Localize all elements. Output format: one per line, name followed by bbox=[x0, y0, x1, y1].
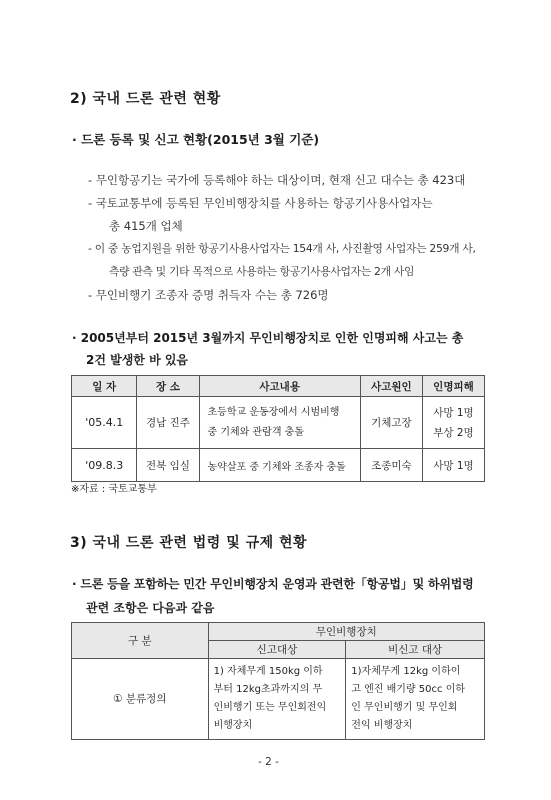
header-uav: 무인비행장치 bbox=[208, 623, 484, 641]
section3-subheading-cont: 관련 조항은 다음과 같음 bbox=[86, 601, 215, 615]
header-date: 일 자 bbox=[72, 376, 137, 397]
cell-damage-line: 부상 2명 bbox=[433, 426, 474, 439]
cell-line: 전익 비행장치 bbox=[351, 719, 413, 731]
header-report-required: 신고대상 bbox=[208, 641, 346, 659]
cell-damage-line: 사망 1명 bbox=[433, 406, 474, 419]
cell-damage bbox=[422, 397, 484, 449]
cell-line: 인비행기 또는 무인회전익 bbox=[213, 701, 327, 713]
page-number: - 2 - bbox=[258, 756, 279, 768]
header-cause: 사고원인 bbox=[360, 376, 422, 397]
bullet-registration-count: - 무인항공기는 국가에 등록해야 하는 대상이며, 현재 신고 대수는 총 423대 bbox=[88, 173, 466, 187]
cell-line: 비행장치 bbox=[213, 719, 253, 731]
table-row bbox=[72, 397, 485, 449]
section3-title: 3) 국내 드론 관련 법령 및 규제 현황 bbox=[70, 535, 308, 551]
section2-subheading-accidents-cont: 2건 발생한 바 있음 bbox=[86, 353, 189, 367]
cell-line: 고 엔진 배기량 50cc 이하 bbox=[351, 683, 466, 695]
header-report-exempt: 비신고 대상 bbox=[346, 641, 485, 659]
bullet-operator-breakdown: - 이 중 농업지원을 위한 항공기사용사업자는 154개 사, 사진촬영 사업자는 259개 사, bbox=[88, 242, 476, 255]
accident-table-header bbox=[72, 376, 485, 397]
table-row bbox=[72, 449, 485, 482]
cell-date: '09.8.3 bbox=[72, 449, 137, 482]
cell-cause: 기체고장 bbox=[360, 397, 422, 449]
table-row bbox=[72, 659, 485, 740]
cell-report-required bbox=[208, 659, 346, 740]
cell-line: 1)자체무게 12kg 이하이 bbox=[351, 665, 461, 677]
regulation-table-header bbox=[72, 623, 485, 641]
cell-report-exempt bbox=[346, 659, 485, 740]
header-place: 장 소 bbox=[137, 376, 199, 397]
source-note: ※자료 : 국토교통부 bbox=[71, 484, 157, 495]
cell-line: 1) 자체무게 150kg 이하 bbox=[213, 665, 323, 677]
section2-subheading-accidents: · 2005년부터 2015년 3월까지 무인비행장치로 인한 인명피해 사고는 총 bbox=[72, 331, 464, 345]
section2-title: 2) 국내 드론 관련 현황 bbox=[70, 91, 221, 107]
cell-content: 농약살포 중 기체와 조종자 충돌 bbox=[199, 449, 360, 482]
accident-table bbox=[71, 375, 485, 482]
header-damage: 인명피해 bbox=[422, 376, 484, 397]
cell-content-line: 초등학교 운동장에서 시범비행 bbox=[207, 406, 340, 418]
cell-cause: 조종미숙 bbox=[360, 449, 422, 482]
section3-subheading: · 드론 등을 포함하는 민간 무인비행장치 운영과 관련한「항공법」및 하위법령 bbox=[72, 577, 474, 591]
cell-place: 경남 진주 bbox=[137, 397, 199, 449]
bullet-operators-total: 총 415개 업체 bbox=[109, 219, 183, 233]
bullet-operator-breakdown-cont: 측량 관측 및 기타 목적으로 사용하는 항공기사용사업자는 2개 사임 bbox=[109, 265, 415, 278]
cell-line: 부터 12kg초과까지의 무 bbox=[213, 683, 323, 695]
regulation-table bbox=[71, 622, 485, 740]
cell-damage: 사망 1명 bbox=[422, 449, 484, 482]
section2-subheading-registration: · 드론 등록 및 신고 현황(2015년 3월 기준) bbox=[72, 132, 320, 147]
bullet-pilot-certificates: - 무인비행기 조종자 증명 취득자 수는 총 726명 bbox=[88, 288, 329, 302]
cell-line: 인 무인비행기 및 무인회 bbox=[351, 701, 458, 713]
cell-content-line: 중 기체와 관람객 충돌 bbox=[207, 426, 304, 438]
row-label-classification: ① 분류정의 bbox=[72, 659, 209, 740]
header-content: 사고내용 bbox=[199, 376, 360, 397]
cell-date: '05.4.1 bbox=[72, 397, 137, 449]
cell-content bbox=[199, 397, 360, 449]
cell-place: 전북 임실 bbox=[137, 449, 199, 482]
bullet-registered-operators: - 국토교통부에 등록된 무인비행장치를 사용하는 항공기사용사업자는 bbox=[88, 196, 433, 210]
header-category: 구 분 bbox=[72, 623, 209, 659]
